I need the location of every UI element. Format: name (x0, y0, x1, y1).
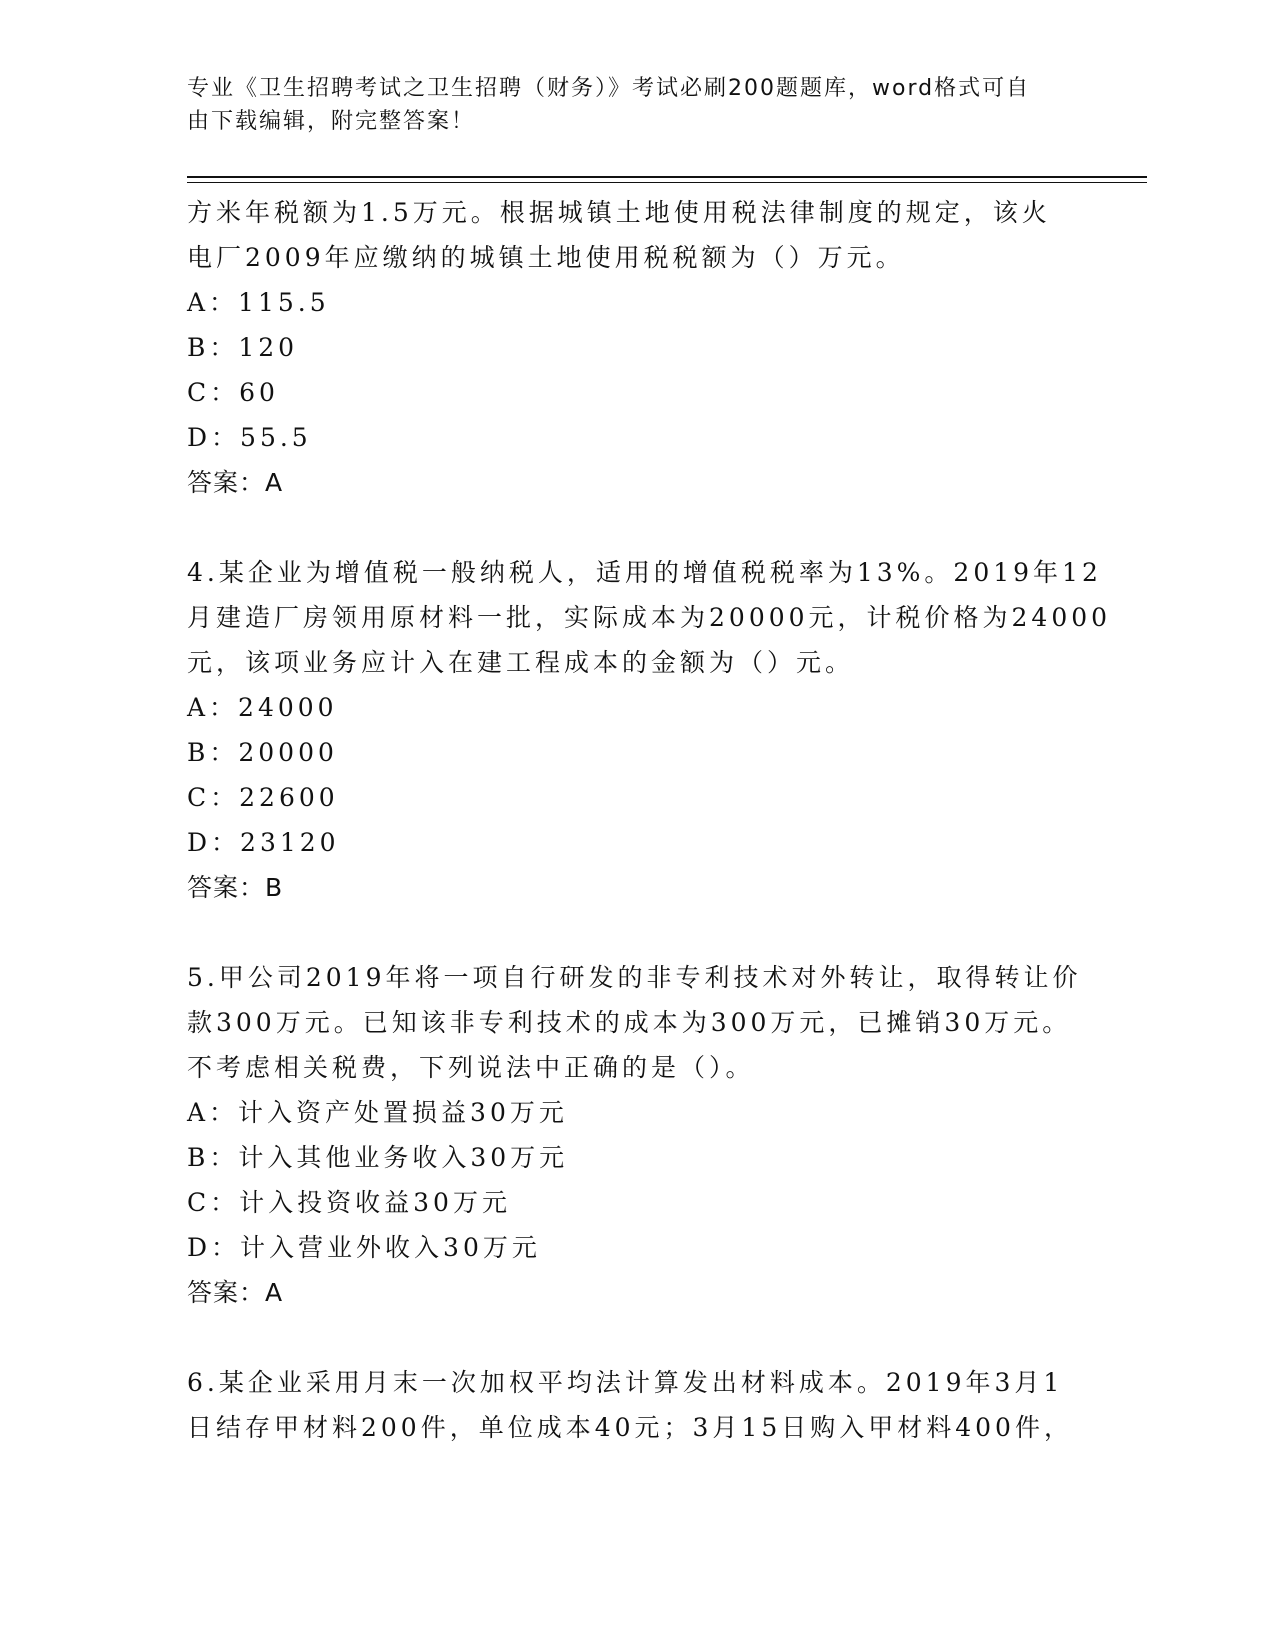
question-text-line: 元，该项业务应计入在建工程成本的金额为（）元。 (187, 648, 855, 677)
header-divider-thick (187, 176, 1147, 178)
option-a: A：24000 (187, 693, 338, 722)
spacer (187, 910, 1087, 955)
question-text-line: 月建造厂房领用原材料一批，实际成本为20000元，计税价格为24000 (187, 603, 1112, 632)
option-c: C：60 (187, 378, 279, 407)
question-text-line: 4.某企业为增值税一般纳税人，适用的增值税税率为13%。2019年12 (187, 558, 1102, 587)
question-text-line: 不考虑相关税费，下列说法中正确的是（）。 (187, 1053, 755, 1082)
option-a: A：计入资产处置损益30万元 (187, 1098, 568, 1127)
question-text-line: 款300万元。已知该非专利技术的成本为300万元，已摊销30万元。 (187, 1008, 1072, 1037)
question-text-line: 方米年税额为1.5万元。根据城镇土地使用税法律制度的规定，该火 (187, 198, 1051, 227)
header-title-line-2: 由下载编辑，附完整答案！ (187, 109, 476, 134)
question-3 (187, 190, 1087, 505)
option-d: D：23120 (187, 828, 340, 857)
option-b: B：20000 (187, 738, 338, 767)
question-5 (187, 955, 1087, 1315)
answer-label: 答案：A (187, 468, 284, 497)
option-d: D：55.5 (187, 423, 312, 452)
question-content (187, 190, 1112, 1450)
question-6 (187, 1360, 1087, 1450)
option-c: C：22600 (187, 783, 339, 812)
option-b: B：120 (187, 333, 299, 362)
header-divider-thin (187, 182, 1147, 183)
option-a: A：115.5 (187, 288, 330, 317)
spacer (187, 1315, 1087, 1360)
option-c: C：计入投资收益30万元 (187, 1188, 511, 1217)
question-text-line: 电厂2009年应缴纳的城镇土地使用税税额为（）万元。 (187, 243, 905, 272)
option-b: B：计入其他业务收入30万元 (187, 1143, 569, 1172)
question-text-line: 6.某企业采用月末一次加权平均法计算发出材料成本。2019年3月1 (187, 1368, 1064, 1397)
question-text-line: 日结存甲材料200件，单位成本40元；3月15日购入甲材料400件， (187, 1413, 1073, 1442)
answer-label: 答案：A (187, 1278, 284, 1307)
question-4 (187, 550, 1112, 910)
question-text-line: 5.甲公司2019年将一项自行研发的非专利技术对外转让，取得转让价 (187, 963, 1082, 992)
answer-label: 答案：B (187, 873, 284, 902)
option-d: D：计入营业外收入30万元 (187, 1233, 541, 1262)
document-header (187, 72, 1067, 138)
spacer (187, 505, 1087, 550)
header-title-line-1: 专业《卫生招聘考试之卫生招聘（财务）》考试必刷200题题库，word格式可自 (187, 76, 1031, 101)
